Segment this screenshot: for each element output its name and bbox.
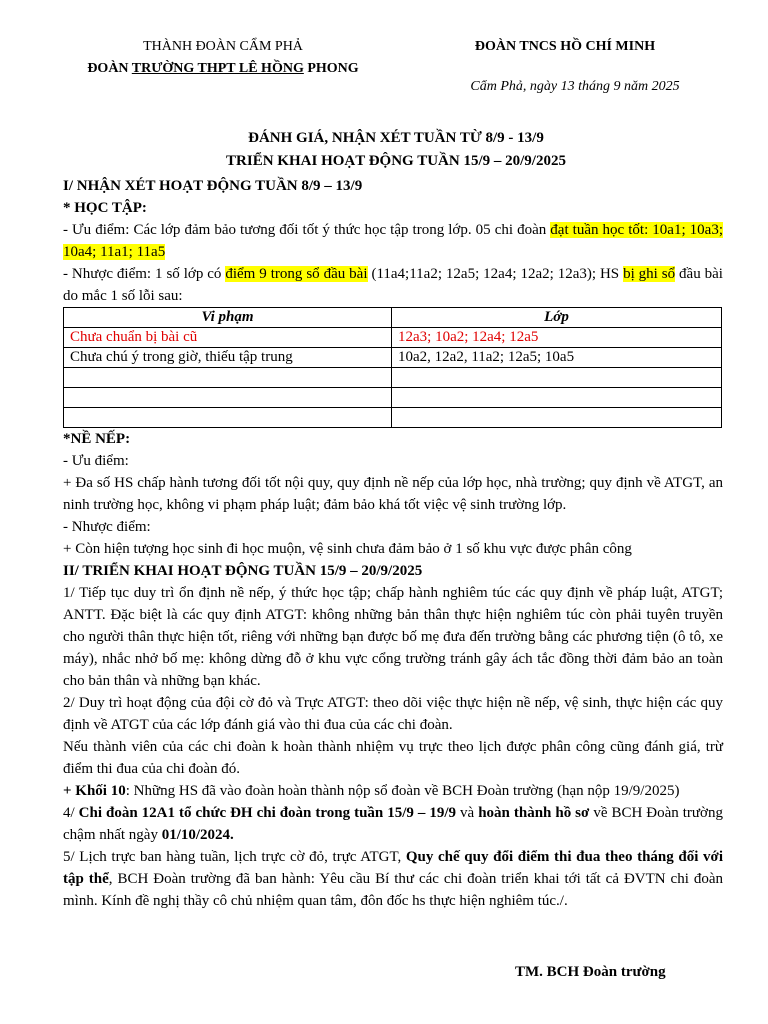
bold-text: + Khối 10 xyxy=(63,783,126,799)
bold-text: 01/10/2024. xyxy=(161,827,234,843)
bold-text: Chi đoàn 12A1 tổ chức ĐH chi đoàn trong tuần 15/9 – 19/9 xyxy=(78,805,457,821)
highlighted-text: đạt tuần học tốt: 10a1; 10a3; 10a4; 11a1; 11a5 xyxy=(63,222,723,260)
hoc-tap-heading: * HỌC TẬP: xyxy=(63,200,147,216)
highlighted-text: điểm 9 trong sổ đầu bài xyxy=(225,266,368,282)
table-row xyxy=(64,388,722,408)
text-run: - Ưu điểm: Các lớp đảm bảo tương đối tốt ý thức học tập trong lớp. 05 chi đoàn xyxy=(63,222,551,238)
ne-nep-heading: *NỀ NẾP: xyxy=(63,431,131,447)
table-cell xyxy=(64,408,392,428)
text-run: và xyxy=(456,805,479,821)
ne-nep-nhuoc-diem: - Nhược điểm: xyxy=(63,519,151,535)
header-right xyxy=(420,36,710,58)
task-5 xyxy=(63,846,723,912)
ne-nep-uu-diem: - Ưu điểm: xyxy=(63,453,129,469)
task-1: 1/ Tiếp tục duy trì ổn định nề nếp, ý thức học tập; chấp hành nghiêm túc các quy định về pháp luật, ATGT; ANTT. Đặc biệt là các quy định ATGT: không những bản thân thực hiện nghiêm túc còn phải tuyên truyền cho người thân thực hiện tốt, riêng với những bạn được bố mẹ đưa đến trường bằng các phương tiện (ô tô, xe máy), nhắc nhở bố mẹ: không dừng đỗ ở khu vực cổng trường tránh gây ách tắc đồng thời đảm bảo an toàn cho bản thân và những bạn khác. xyxy=(63,585,723,689)
text-run: 4/ xyxy=(63,805,79,821)
text-run: về BCH Đoàn trường chậm nhất ngày xyxy=(63,805,723,843)
table-row xyxy=(64,368,722,388)
table-cell xyxy=(64,388,392,408)
column-header-violation: Vi phạm xyxy=(64,308,392,328)
table-cell xyxy=(392,388,722,408)
ne-nep-uu-diem-item: + Đa số HS chấp hành tương đối tốt nội quy, quy định nề nếp của lớp học, nhà trường; quy định về ATGT, an ninh trường học, không vi phạm pháp luật; đảm bảo khá tốt việc vệ sinh trường lớp. xyxy=(63,475,723,513)
document-date: Cẩm Phả, ngày 13 tháng 9 năm 2025 xyxy=(470,79,680,94)
text-run: - Nhược điểm: 1 số lớp có xyxy=(63,266,226,282)
task-4 xyxy=(63,802,723,846)
table-row xyxy=(64,408,722,428)
org-name xyxy=(60,58,386,80)
document-body xyxy=(63,175,723,912)
table-row xyxy=(64,348,722,368)
org-parent: THÀNH ĐOÀN CẨM PHẢ xyxy=(143,39,303,54)
table-cell xyxy=(392,368,722,388)
document-subtitle: TRIỂN KHAI HOẠT ĐỘNG TUẦN 15/9 – 20/9/2025 xyxy=(226,153,566,169)
text-run: 5/ Lịch trực ban hàng tuần, lịch trực cờ đỏ, trực ATGT, xyxy=(63,849,406,865)
bold-text: hoàn thành hồ sơ xyxy=(478,805,590,821)
text-run: (11a4;11a2; 12a5; 12a4; 12a2; 12a3); HS xyxy=(367,266,624,282)
text-run: đầu bài do mắc 1 số lỗi sau: xyxy=(63,266,723,304)
table-header-row xyxy=(64,308,722,328)
table-cell: Chưa chuẩn bị bài cũ xyxy=(64,328,392,348)
table-cell xyxy=(392,408,722,428)
section-1-heading: I/ NHẬN XÉT HOẠT ĐỘNG TUẦN 8/9 – 13/9 xyxy=(63,178,363,194)
table-row xyxy=(64,328,722,348)
text-run: , BCH Đoàn trường đã ban hành: Yêu cầu Bí thư các chi đoàn triển khai tới tất cả ĐVTN chi đoàn mình. Kính đề nghị thầy cô chủ nhiệm quan tâm, đôn đốc hs thực hiện nghiêm túc./. xyxy=(63,871,723,909)
task-2-note: Nếu thành viên của các chi đoàn k hoàn thành nhiệm vụ trực theo lịch được phân công cũng đánh giá, trừ điểm thi đua của chi đoàn đó. xyxy=(63,739,723,777)
org-name-part: ĐOÀN xyxy=(87,61,132,76)
table-cell xyxy=(64,368,392,388)
bold-text: Quy chế quy đổi điểm thi đua theo tháng đối với tập thể xyxy=(63,849,723,887)
signature-line: TM. BCH Đoàn trường xyxy=(515,964,666,980)
section-2-heading: II/ TRIỂN KHAI HOẠT ĐỘNG TUẦN 15/9 – 20/9/2025 xyxy=(63,563,423,579)
org-name-underlined: TRƯỜNG THPT LÊ HỒNG xyxy=(131,61,304,76)
ne-nep-nhuoc-diem-item: + Còn hiện tượng học sinh đi học muộn, vệ sinh chưa đảm bảo ở 1 số khu vực được phân công xyxy=(63,541,632,557)
text-run: : Những HS đã vào đoàn hoàn thành nộp sổ đoàn về BCH Đoàn trường (hạn nộp 19/9/2025) xyxy=(125,783,680,799)
header-left xyxy=(60,36,386,80)
hoc-tap-uu-diem xyxy=(63,219,723,263)
task-khoi-10 xyxy=(63,780,723,802)
task-2: 2/ Duy trì hoạt động của đội cờ đỏ và Trực ATGT: theo dõi việc thực hiện nề nếp, vệ sinh, thực hiện các quy định về ATGT của các lớp đánh giá vào thi đua của các chi đoàn. xyxy=(63,695,723,733)
violations-table xyxy=(63,307,722,428)
table-cell: 12a3; 10a2; 12a4; 12a5 xyxy=(392,328,722,348)
org-name-part: PHONG xyxy=(303,61,359,76)
table-cell: 10a2, 12a2, 11a2; 12a5; 10a5 xyxy=(392,348,722,368)
column-header-class: Lớp xyxy=(392,308,722,328)
highlighted-text: bị ghi sổ xyxy=(623,266,676,282)
hoc-tap-nhuoc-diem xyxy=(63,263,723,307)
table-cell: Chưa chú ý trong giờ, thiếu tập trung xyxy=(64,348,392,368)
union-name: ĐOÀN TNCS HỒ CHÍ MINH xyxy=(474,39,656,54)
document-title: ĐÁNH GIÁ, NHẬN XÉT TUẦN TỪ 8/9 - 13/9 xyxy=(248,130,544,146)
